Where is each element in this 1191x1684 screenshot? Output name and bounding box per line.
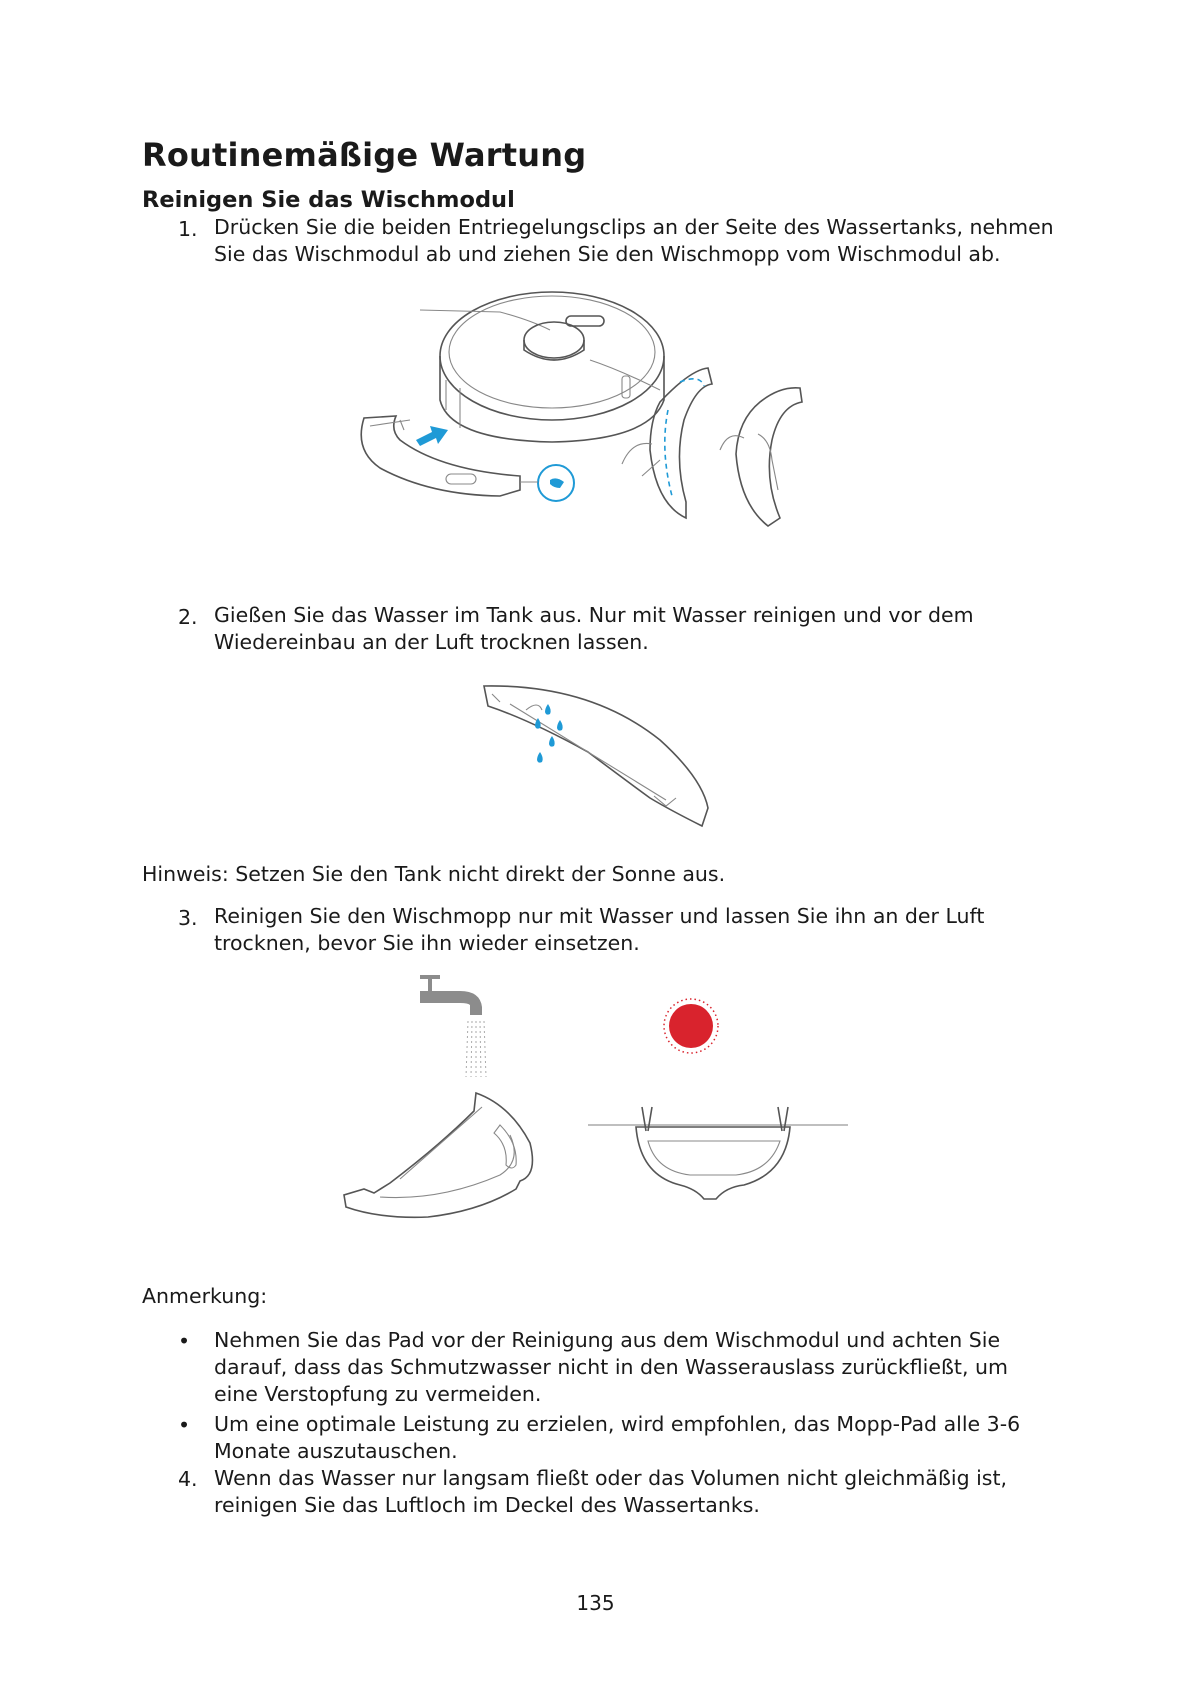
step-text: Drücken Sie die beiden Entriegelungsclips an der Seite des Wassertanks, nehmen Sie das Wischmodul ab und ziehen Sie den Wischmopp vom Wischmodul ab. (214, 215, 1054, 266)
step-number: 3. (178, 906, 198, 930)
page-number: 135 (576, 1591, 615, 1615)
step-text: Reinigen Sie den Wischmopp nur mit Wasser und lassen Sie ihn an der Luft trocknen, bevor Sie ihn wieder einsetzen. (214, 904, 985, 955)
step-number: 4. (178, 1467, 198, 1491)
step-text: Gießen Sie das Wasser im Tank aus. Nur mit Wasser reinigen und vor dem Wiedereinbau an der Luft trocknen lassen. (214, 603, 974, 654)
mop-module-removal-illustration (360, 290, 840, 580)
bullet-symbol: • (178, 1413, 191, 1437)
step-text: Wenn das Wasser nur langsam fließt oder das Volumen nicht gleichmäßig ist, reinigen Sie das Luftloch im Deckel des Wassertanks. (214, 1466, 1008, 1517)
note-label: Anmerkung: (142, 1284, 268, 1308)
mop-washing-drying-illustration (340, 975, 860, 1235)
tank-draining-illustration (470, 680, 720, 830)
hint-text: Hinweis: Setzen Sie den Tank nicht direkt der Sonne aus. (142, 862, 726, 886)
section-heading: Reinigen Sie das Wischmodul (142, 187, 515, 213)
step-number: 2. (178, 605, 198, 629)
bullet-symbol: • (178, 1329, 191, 1353)
step-number: 1. (178, 217, 198, 241)
bullet-text: Nehmen Sie das Pad vor der Reinigung aus dem Wischmodul und achten Sie darauf, dass das Schmutzwasser nicht in den Wasserauslass zurückfließt, um eine Verstopfung zu vermeiden. (214, 1328, 1008, 1406)
page-title: Routinemäßige Wartung (142, 136, 587, 174)
bullet-text: Um eine optimale Leistung zu erzielen, wird empfohlen, das Mopp-Pad alle 3-6 Monate auszutauschen. (214, 1412, 1021, 1463)
